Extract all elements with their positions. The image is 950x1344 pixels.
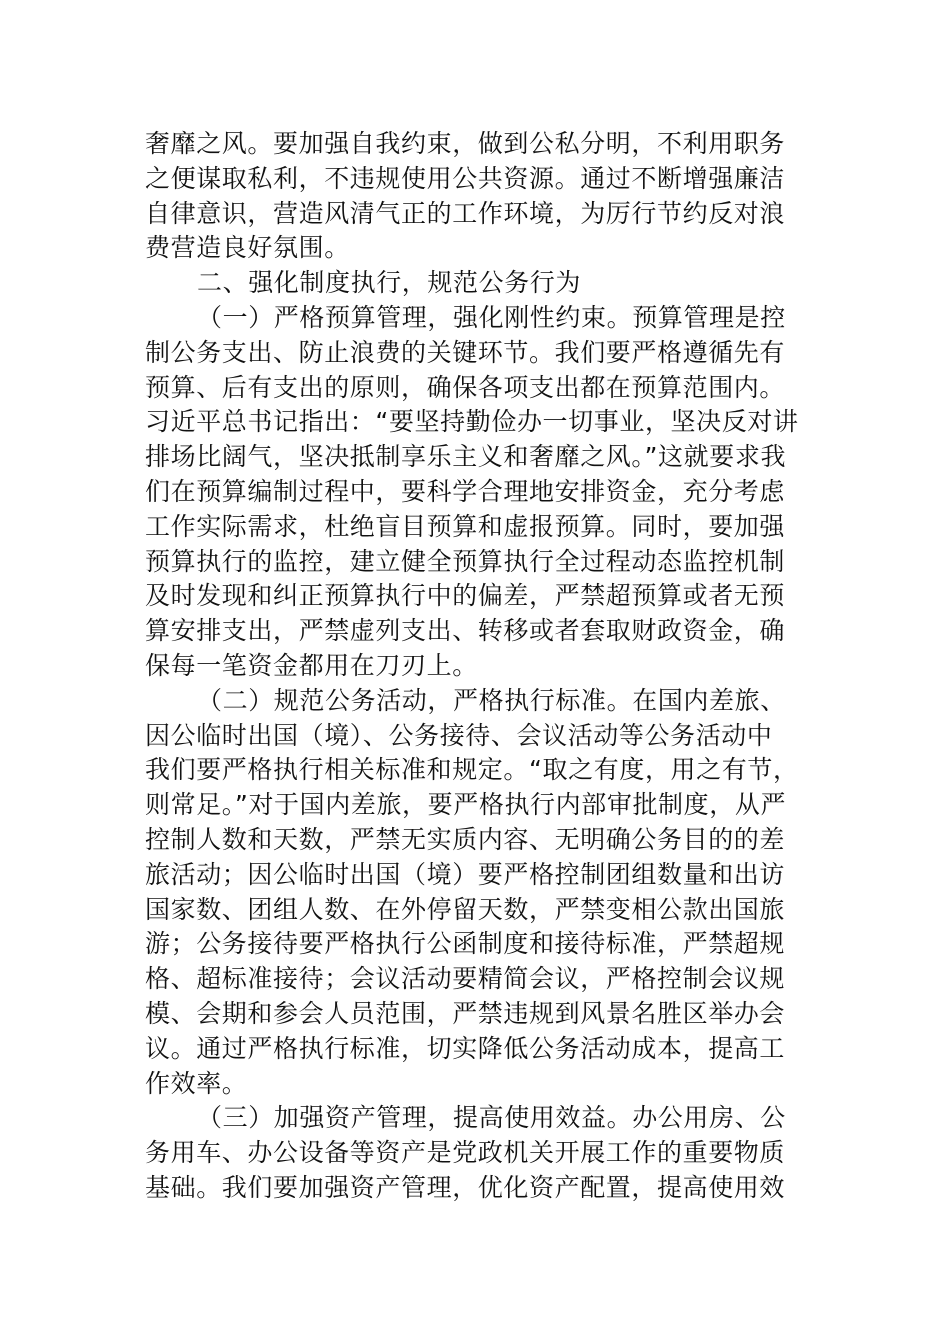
- body-line: 工作实际需求，杜绝盲目预算和虚报预算。同时，要加强: [145, 511, 786, 541]
- body-line: 之便谋取私利，不违规使用公共资源。通过不断增强廉洁: [145, 163, 786, 193]
- body-line: 国家数、团组人数、在外停留天数，严禁变相公款出国旅: [145, 894, 786, 924]
- body-line: 制公务支出、防止浪费的关键环节。我们要严格遵循先有: [145, 337, 786, 367]
- body-line: 费营造良好氛围。: [145, 233, 350, 263]
- body-line: 作效率。: [145, 1068, 248, 1098]
- body-line: 基础。我们要加强资产管理，优化资产配置，提高使用效: [145, 1172, 786, 1202]
- subsection-start-line: （二）规范公务活动，严格执行标准。在国内差旅、: [197, 685, 786, 715]
- body-line: 预算执行的监控，建立健全预算执行全过程动态监控机制: [145, 546, 786, 576]
- body-line: 排场比阔气，坚决抵制享乐主义和奢靡之风。”这就要求我: [145, 442, 787, 472]
- section-heading: 二、强化制度执行，规范公务行为: [197, 268, 582, 298]
- body-line: 们在预算编制过程中，要科学合理地安排资金，充分考虑: [145, 476, 786, 506]
- body-line: 自律意识，营造风清气正的工作环境，为厉行节约反对浪: [145, 198, 786, 228]
- body-line: 旅活动；因公临时出国（境）要严格控制团组数量和出访: [145, 859, 786, 889]
- body-line: 算安排支出，严禁虚列支出、转移或者套取财政资金，确: [145, 616, 786, 646]
- body-line: 模、会期和参会人员范围，严禁违规到风景名胜区举办会: [145, 998, 786, 1028]
- body-line: 预算、后有支出的原则，确保各项支出都在预算范围内。: [145, 372, 786, 402]
- body-line: 控制人数和天数，严禁无实质内容、无明确公务目的的差: [145, 824, 786, 854]
- body-line: 游；公务接待要严格执行公函制度和接待标准，严禁超规: [145, 929, 786, 959]
- subsection-start-line: （三）加强资产管理，提高使用效益。办公用房、公: [197, 1103, 786, 1133]
- body-line: 则常足。”对于国内差旅，要严格执行内部审批制度，从严: [145, 790, 787, 820]
- body-line: 务用车、办公设备等资产是党政机关开展工作的重要物质: [145, 1138, 786, 1168]
- body-line: 及时发现和纠正预算执行中的偏差，严禁超预算或者无预: [145, 581, 786, 611]
- body-line: 习近平总书记指出：“要坚持勤俭办一切事业，坚决反对讲: [145, 407, 799, 437]
- document-body: [145, 127, 810, 1206]
- body-line: 保每一笔资金都用在刀刃上。: [145, 650, 478, 680]
- body-line: 因公临时出国（境）、公务接待、会议活动等公务活动中: [145, 720, 773, 750]
- subsection-start-line: （一）严格预算管理，强化刚性约束。预算管理是控: [197, 302, 786, 332]
- body-line: 议。通过严格执行标准，切实降低公务活动成本，提高工: [145, 1033, 786, 1063]
- body-line: 我们要严格执行相关标准和规定。“取之有度，用之有节，: [145, 755, 799, 785]
- body-line: 格、超标准接待；会议活动要精简会议，严格控制会议规: [145, 964, 786, 994]
- body-line: 奢靡之风。要加强自我约束，做到公私分明，不利用职务: [145, 129, 786, 158]
